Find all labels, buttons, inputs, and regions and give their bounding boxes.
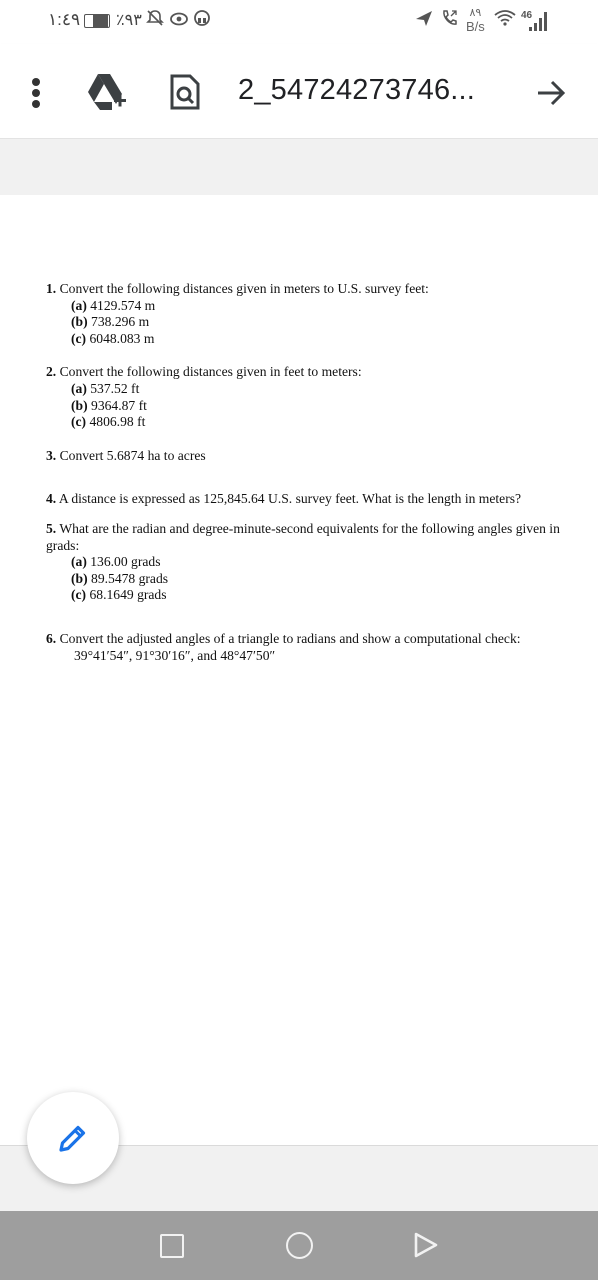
question-1 — [46, 281, 566, 298]
system-nav-bar — [0, 1211, 598, 1280]
part-text: 89.5478 grads — [87, 570, 169, 586]
question-text: Convert 5.6874 ha to acres — [56, 447, 206, 463]
battery-icon — [84, 14, 110, 28]
part-item — [71, 398, 566, 415]
part-text: 4806.98 ft — [86, 414, 146, 430]
home-icon[interactable] — [286, 1232, 313, 1259]
part-label: (b) — [71, 397, 88, 413]
part-item — [71, 381, 566, 398]
question-text: What are the radian and degree-minute-second equivalents for the following angles given in grads: — [46, 520, 560, 553]
part-label: (a) — [71, 554, 87, 570]
wifi-icon — [494, 9, 516, 32]
document-content — [46, 281, 566, 664]
question-5 — [46, 521, 566, 554]
part-item — [71, 554, 566, 571]
part-label: (b) — [71, 570, 88, 586]
question-1-parts — [71, 298, 566, 348]
part-label: (a) — [71, 297, 87, 313]
part-item — [71, 314, 566, 331]
part-text: 4129.574 m — [86, 297, 156, 313]
viewer-background — [0, 139, 598, 195]
add-to-drive-icon[interactable] — [86, 72, 128, 112]
file-preview-icon[interactable] — [170, 74, 200, 110]
question-2 — [46, 364, 566, 381]
question-number: 2. — [46, 364, 57, 380]
part-label: (a) — [71, 380, 87, 396]
net-speed — [466, 6, 485, 34]
part-item — [71, 414, 566, 431]
question-5-parts — [71, 554, 566, 604]
status-time: ١:٤٩ — [48, 10, 81, 29]
call-icon — [440, 9, 458, 32]
part-label: (c) — [71, 587, 87, 603]
part-item — [71, 298, 566, 315]
question-number: 6. — [46, 630, 57, 646]
part-text: 9364.87 ft — [87, 397, 147, 413]
question-text: A distance is expressed as 125,845.64 U.S. survey feet. What is the length in meters? — [56, 491, 522, 507]
question-number: 5. — [46, 520, 57, 536]
app-bar — [0, 44, 598, 139]
pencil-icon — [57, 1122, 89, 1154]
more-vert-icon[interactable] — [28, 78, 44, 108]
battery-percent: ٪٩٣ — [116, 12, 142, 29]
document-page[interactable] — [0, 195, 598, 1145]
question-3 — [46, 448, 566, 465]
part-text: 136.00 grads — [86, 554, 161, 570]
part-item — [71, 331, 566, 348]
signal-icon — [528, 10, 550, 37]
eye-icon — [169, 9, 189, 32]
arrow-forward-icon[interactable] — [534, 76, 568, 110]
part-item — [71, 571, 566, 588]
question-number: 1. — [46, 281, 57, 296]
part-text: 738.296 m — [87, 314, 150, 330]
headset-icon — [193, 9, 211, 32]
part-label: (b) — [71, 314, 88, 330]
back-icon[interactable] — [413, 1231, 439, 1264]
question-number: 4. — [46, 491, 57, 507]
question-6 — [46, 631, 566, 648]
question-4 — [46, 491, 566, 508]
send-icon — [414, 9, 434, 32]
net-speed-unit: B/s — [466, 19, 485, 34]
question-6-angles: 39°41′54″, 91°30′16″, and 48°47′50″ — [74, 647, 276, 663]
status-bar — [0, 0, 598, 44]
net-speed-value: ٨٩ — [469, 7, 482, 19]
question-2-parts — [71, 381, 566, 431]
question-text: Convert the adjusted angles of a triangle to radians and show a computational check: — [56, 630, 521, 646]
document-title: 2_54724273746... — [238, 74, 476, 106]
part-text: 68.1649 grads — [86, 587, 167, 603]
part-label: (c) — [71, 330, 87, 346]
part-text: 6048.083 m — [86, 330, 155, 346]
part-text: 537.52 ft — [86, 380, 140, 396]
question-number: 3. — [46, 447, 57, 463]
edit-button[interactable] — [27, 1092, 119, 1184]
mute-icon — [146, 9, 164, 32]
network-type: 46 — [521, 10, 533, 21]
question-text: Convert the following distances given in meters to U.S. survey feet: — [56, 281, 429, 296]
question-text: Convert the following distances given in feet to meters: — [56, 364, 362, 380]
recents-icon[interactable] — [160, 1234, 184, 1258]
part-item — [71, 587, 566, 604]
part-label: (c) — [71, 414, 87, 430]
